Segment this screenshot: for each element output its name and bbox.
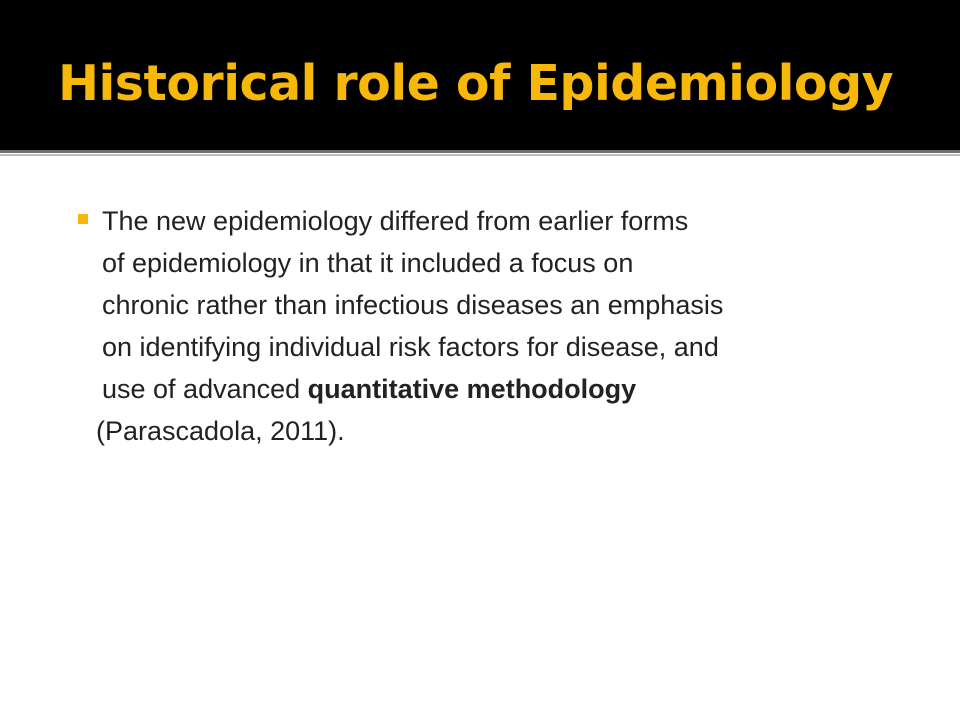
bullet-line: of epidemiology in that it included a focus on xyxy=(102,248,634,278)
bullet-line-last xyxy=(102,368,928,410)
square-bullet-icon xyxy=(78,214,88,224)
title-divider-highlight xyxy=(0,154,960,156)
emphasis-text: quantitative methodology xyxy=(307,374,637,404)
bullet-item xyxy=(78,200,928,410)
bullet-line-prefix: use of advanced xyxy=(102,374,308,404)
bullet-line: on identifying individual risk factors for disease, and xyxy=(102,332,719,362)
citation: (Parascadola, 2011). xyxy=(96,416,345,446)
bullet-line: chronic rather than infectious diseases an emphasis xyxy=(102,290,724,320)
title-bar xyxy=(0,0,960,150)
title-divider xyxy=(0,150,960,153)
slide-title: Historical role of Epidemiology xyxy=(58,55,894,112)
slide-body xyxy=(78,200,928,452)
bullet-line: The new epidemiology differed from earlier forms xyxy=(102,206,689,236)
